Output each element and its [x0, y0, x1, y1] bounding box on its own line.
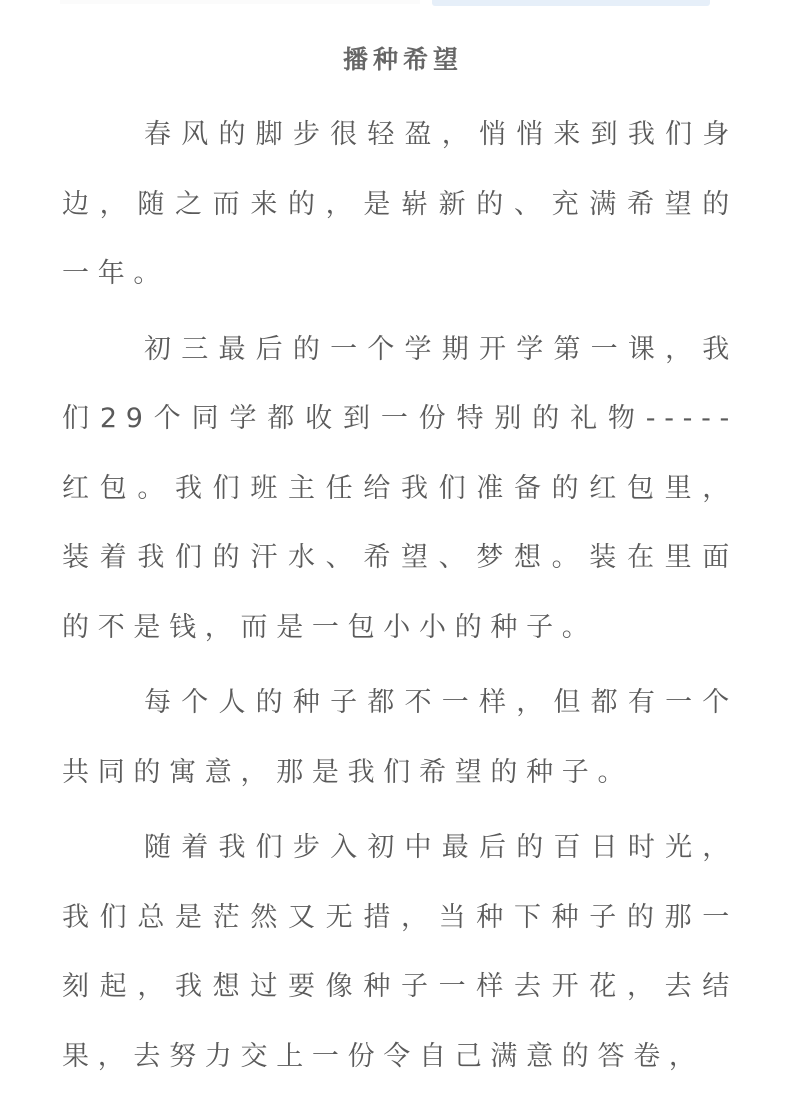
- top-tab-highlight: [432, 0, 710, 6]
- paragraph: 春风的脚步很轻盈，悄悄来到我们身边，随之而来的，是崭新的、充满希望的一年。: [62, 119, 738, 289]
- article-body: [62, 38, 738, 1097]
- paragraph: 随着我们步入初中最后的百日时光，我们总是茫然又无措，当种下种子的那一刻起，我想过要像种子一样去开花，去结果，去努力交上一份令自己满意的答卷，: [62, 832, 738, 1072]
- top-decoration: [0, 0, 800, 8]
- paragraph: 初三最后的一个学期开学第一课，我们29个同学都收到一份特别的礼物-----红包。我们班主任给我们准备的红包里，装着我们的汗水、希望、梦想。装在里面的不是钱，而是一包小小的种子。: [62, 333, 738, 643]
- top-divider-left: [60, 0, 420, 4]
- article-title: 播种希望: [342, 45, 463, 74]
- paragraph: 每个人的种子都不一样，但都有一个共同的寓意，那是我们希望的种子。: [62, 687, 738, 788]
